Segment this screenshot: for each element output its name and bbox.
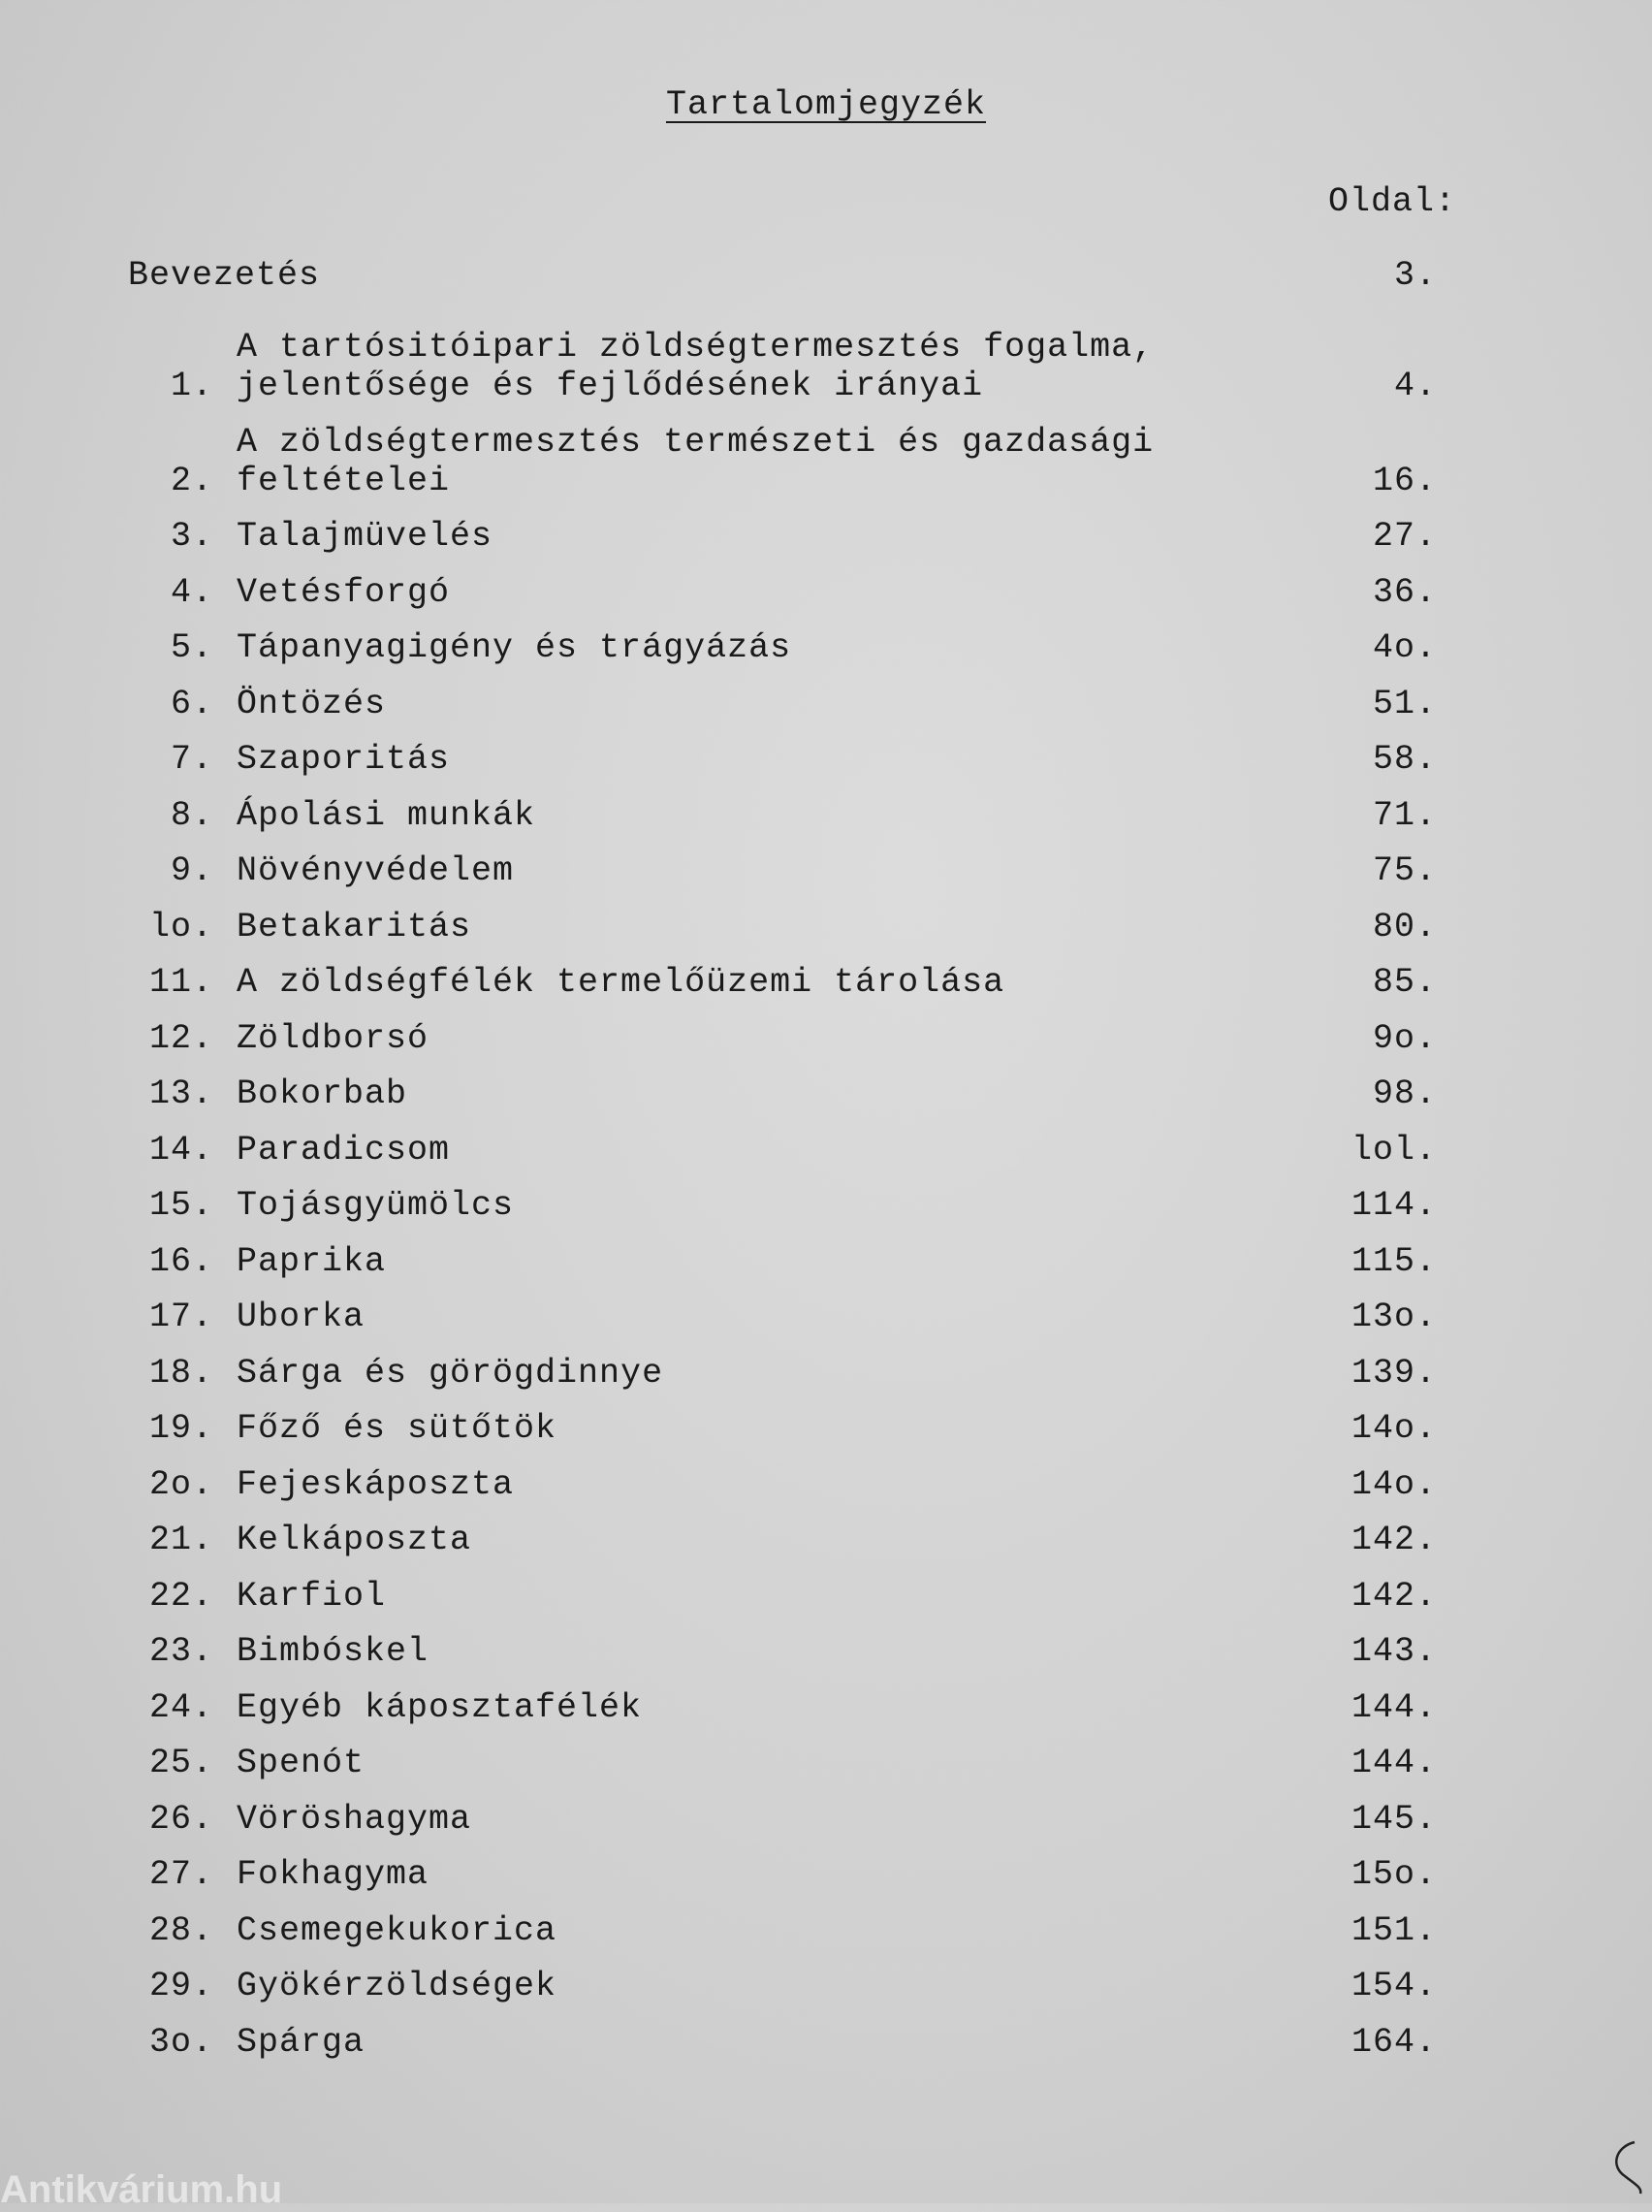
toc-entry-number: 24. [148,1687,213,1727]
toc-entry-number: 13. [148,1074,213,1113]
toc-entry-label: Paradicsom [237,1130,451,1170]
toc-entry [128,1855,1437,1894]
toc-entry-number: 3. [170,517,213,556]
toc-entry-number: 9. [170,851,213,890]
toc-entry-page: 164. [1350,2022,1437,2062]
toc-entry-label: Karfiol [237,1576,387,1616]
toc-entry [128,1131,1437,1170]
watermark-text: Antikvárium.hu [0,2168,283,2211]
toc-entry-label: A zöldségtermesztés természeti és gazdasági feltételei [237,422,1155,500]
toc-intro-page: 3. [1393,256,1437,295]
toc-entry-page: 4o. [1372,628,1437,667]
toc-entry-number: 5. [170,628,213,667]
corner-scribble-icon [1605,2137,1644,2196]
toc-entry-page: 75. [1372,851,1437,890]
toc-entry-number: 14. [148,1130,213,1170]
toc-entry-number: 2. [170,461,213,500]
toc-entry [128,517,1437,556]
toc-entry-number: 29. [148,1967,213,2005]
toc-entry-label: Főző és sütőtök [237,1409,557,1448]
toc-entry-page: lol. [1350,1130,1437,1170]
toc-entry-page: 36. [1372,572,1437,612]
toc-entry [128,1186,1437,1225]
toc-entry-page: 154. [1350,1967,1437,2005]
toc-entry-page: 115. [1350,1241,1437,1281]
toc-entry [128,1409,1437,1448]
toc-entry-number: 18. [148,1353,213,1393]
toc-entry [128,1074,1437,1113]
toc-entry-number: 1. [170,367,213,405]
toc-entry-page: 139. [1350,1353,1437,1393]
toc-entry [128,908,1437,946]
toc-entry-page: 142. [1350,1521,1437,1559]
toc-entry-number: 16. [148,1241,213,1281]
toc-title-text: Tartalomjegyzék [665,85,987,124]
toc-entry-page: 143. [1350,1632,1437,1671]
toc-entry-page: 9o. [1372,1018,1437,1058]
toc-entry-label: Növényvédelem [237,851,515,890]
toc-entry-page: 145. [1350,1799,1437,1839]
toc-entry-number: 3o. [148,2022,213,2062]
toc-entry-label: Kelkáposzta [237,1521,472,1559]
toc-entry-page: 144. [1350,1744,1437,1782]
toc-entry-label: Uborka [237,1298,365,1336]
toc-entry-number: 2o. [148,1464,213,1504]
toc-entry-page: 144. [1350,1687,1437,1727]
toc-entry-label: Talajmüvelés [237,517,493,556]
toc-entry [128,1465,1437,1504]
toc-entry-page: 13o. [1350,1298,1437,1336]
toc-entry [128,796,1437,835]
toc-entry [128,851,1437,890]
toc-entry-label: Sárga és görögdinnye [237,1353,664,1393]
toc-entry-label: Egyéb káposztafélék [237,1687,643,1727]
toc-entry-label: A zöldségfélék termelőüzemi tárolása [237,963,1005,1002]
toc-entry [128,1577,1437,1616]
toc-entry [128,685,1437,723]
toc-list [128,328,1437,2078]
toc-entry-label: Betakaritás [237,907,472,946]
toc-entry [128,1744,1437,1782]
toc-entry [128,740,1437,779]
toc-entry-page: 151. [1350,1910,1437,1950]
toc-entry-number: 22. [148,1576,213,1616]
toc-entry-page: 114. [1350,1186,1437,1225]
toc-entry-number: 23. [148,1632,213,1671]
toc-entry [128,1242,1437,1281]
toc-title [0,85,1652,124]
toc-entry-label: Spenót [237,1744,365,1782]
toc-entry-label: Vetésforgó [237,572,451,612]
toc-entry-label: Gyökérzöldségek [237,1967,557,2005]
toc-entry-label: A tartósitóipari zöldségtermesztés fogalma, jelentősége és fejlődésének irányai [237,328,1155,405]
toc-entry-page: 4. [1393,367,1437,405]
toc-entry-page: 14o. [1350,1409,1437,1448]
toc-entry-number: 17. [148,1298,213,1336]
toc-entry-number: 6. [170,684,213,723]
toc-entry [128,628,1437,667]
toc-entry-label: Öntözés [237,684,387,723]
toc-entry-label: Zöldborsó [237,1018,429,1058]
toc-entry-number: 8. [170,795,213,835]
toc-entry [128,1967,1437,2005]
toc-entry-label: Tápanyagigény és trágyázás [237,628,792,667]
toc-entry-page: 85. [1372,963,1437,1002]
toc-entry-page: 16. [1372,461,1437,500]
toc-entry-page: 98. [1372,1074,1437,1113]
toc-entry-number: 7. [170,740,213,779]
toc-entry-page: 80. [1372,907,1437,946]
page-column-label: Oldal: [1328,182,1457,221]
toc-entry [128,328,1437,405]
toc-entry-page: 142. [1350,1576,1437,1616]
toc-entry-number: 26. [148,1799,213,1839]
toc-entry [128,1911,1437,1950]
toc-entry [128,1688,1437,1727]
toc-entry-label: Paprika [237,1241,387,1281]
toc-entry-page: 15o. [1350,1855,1437,1894]
toc-entry-number: 27. [148,1855,213,1894]
toc-entry [128,1800,1437,1839]
toc-entry [128,963,1437,1002]
toc-entry-page: 27. [1372,517,1437,556]
toc-entry [128,573,1437,612]
toc-entry-page: 71. [1372,795,1437,835]
toc-entry-label: Csemegekukorica [237,1910,557,1950]
toc-entry [128,1521,1437,1559]
toc-entry [128,1632,1437,1671]
toc-entry-number: 4. [170,572,213,612]
toc-entry-label: Szaporitás [237,740,451,779]
toc-entry [128,423,1437,500]
toc-entry-label: Tojásgyümölcs [237,1186,515,1225]
toc-entry-number: 12. [148,1018,213,1058]
toc-entry-number: 25. [148,1744,213,1782]
toc-entry [128,1298,1437,1336]
toc-entry-label: Vöröshagyma [237,1799,472,1839]
toc-entry-label: Fokhagyma [237,1855,429,1894]
toc-entry-page: 51. [1372,684,1437,723]
toc-entry-label: Ápolási munkák [237,795,536,835]
toc-intro-label: Bevezetés [128,256,321,295]
toc-entry-label: Fejeskáposzta [237,1464,515,1504]
toc-entry-page: 14o. [1350,1464,1437,1504]
toc-entry-number: 19. [148,1409,213,1448]
toc-entry-page: 58. [1372,740,1437,779]
toc-entry-number: lo. [148,907,213,946]
toc-entry-number: 11. [148,963,213,1002]
toc-entry [128,1019,1437,1058]
toc-entry-number: 28. [148,1910,213,1950]
toc-entry-number: 15. [148,1186,213,1225]
toc-entry-label: Bimbóskel [237,1632,429,1671]
toc-entry-label: Spárga [237,2022,365,2062]
toc-entry-label: Bokorbab [237,1074,408,1113]
toc-entry-number: 21. [148,1521,213,1559]
toc-entry [128,1354,1437,1393]
toc-entry [128,2023,1437,2062]
